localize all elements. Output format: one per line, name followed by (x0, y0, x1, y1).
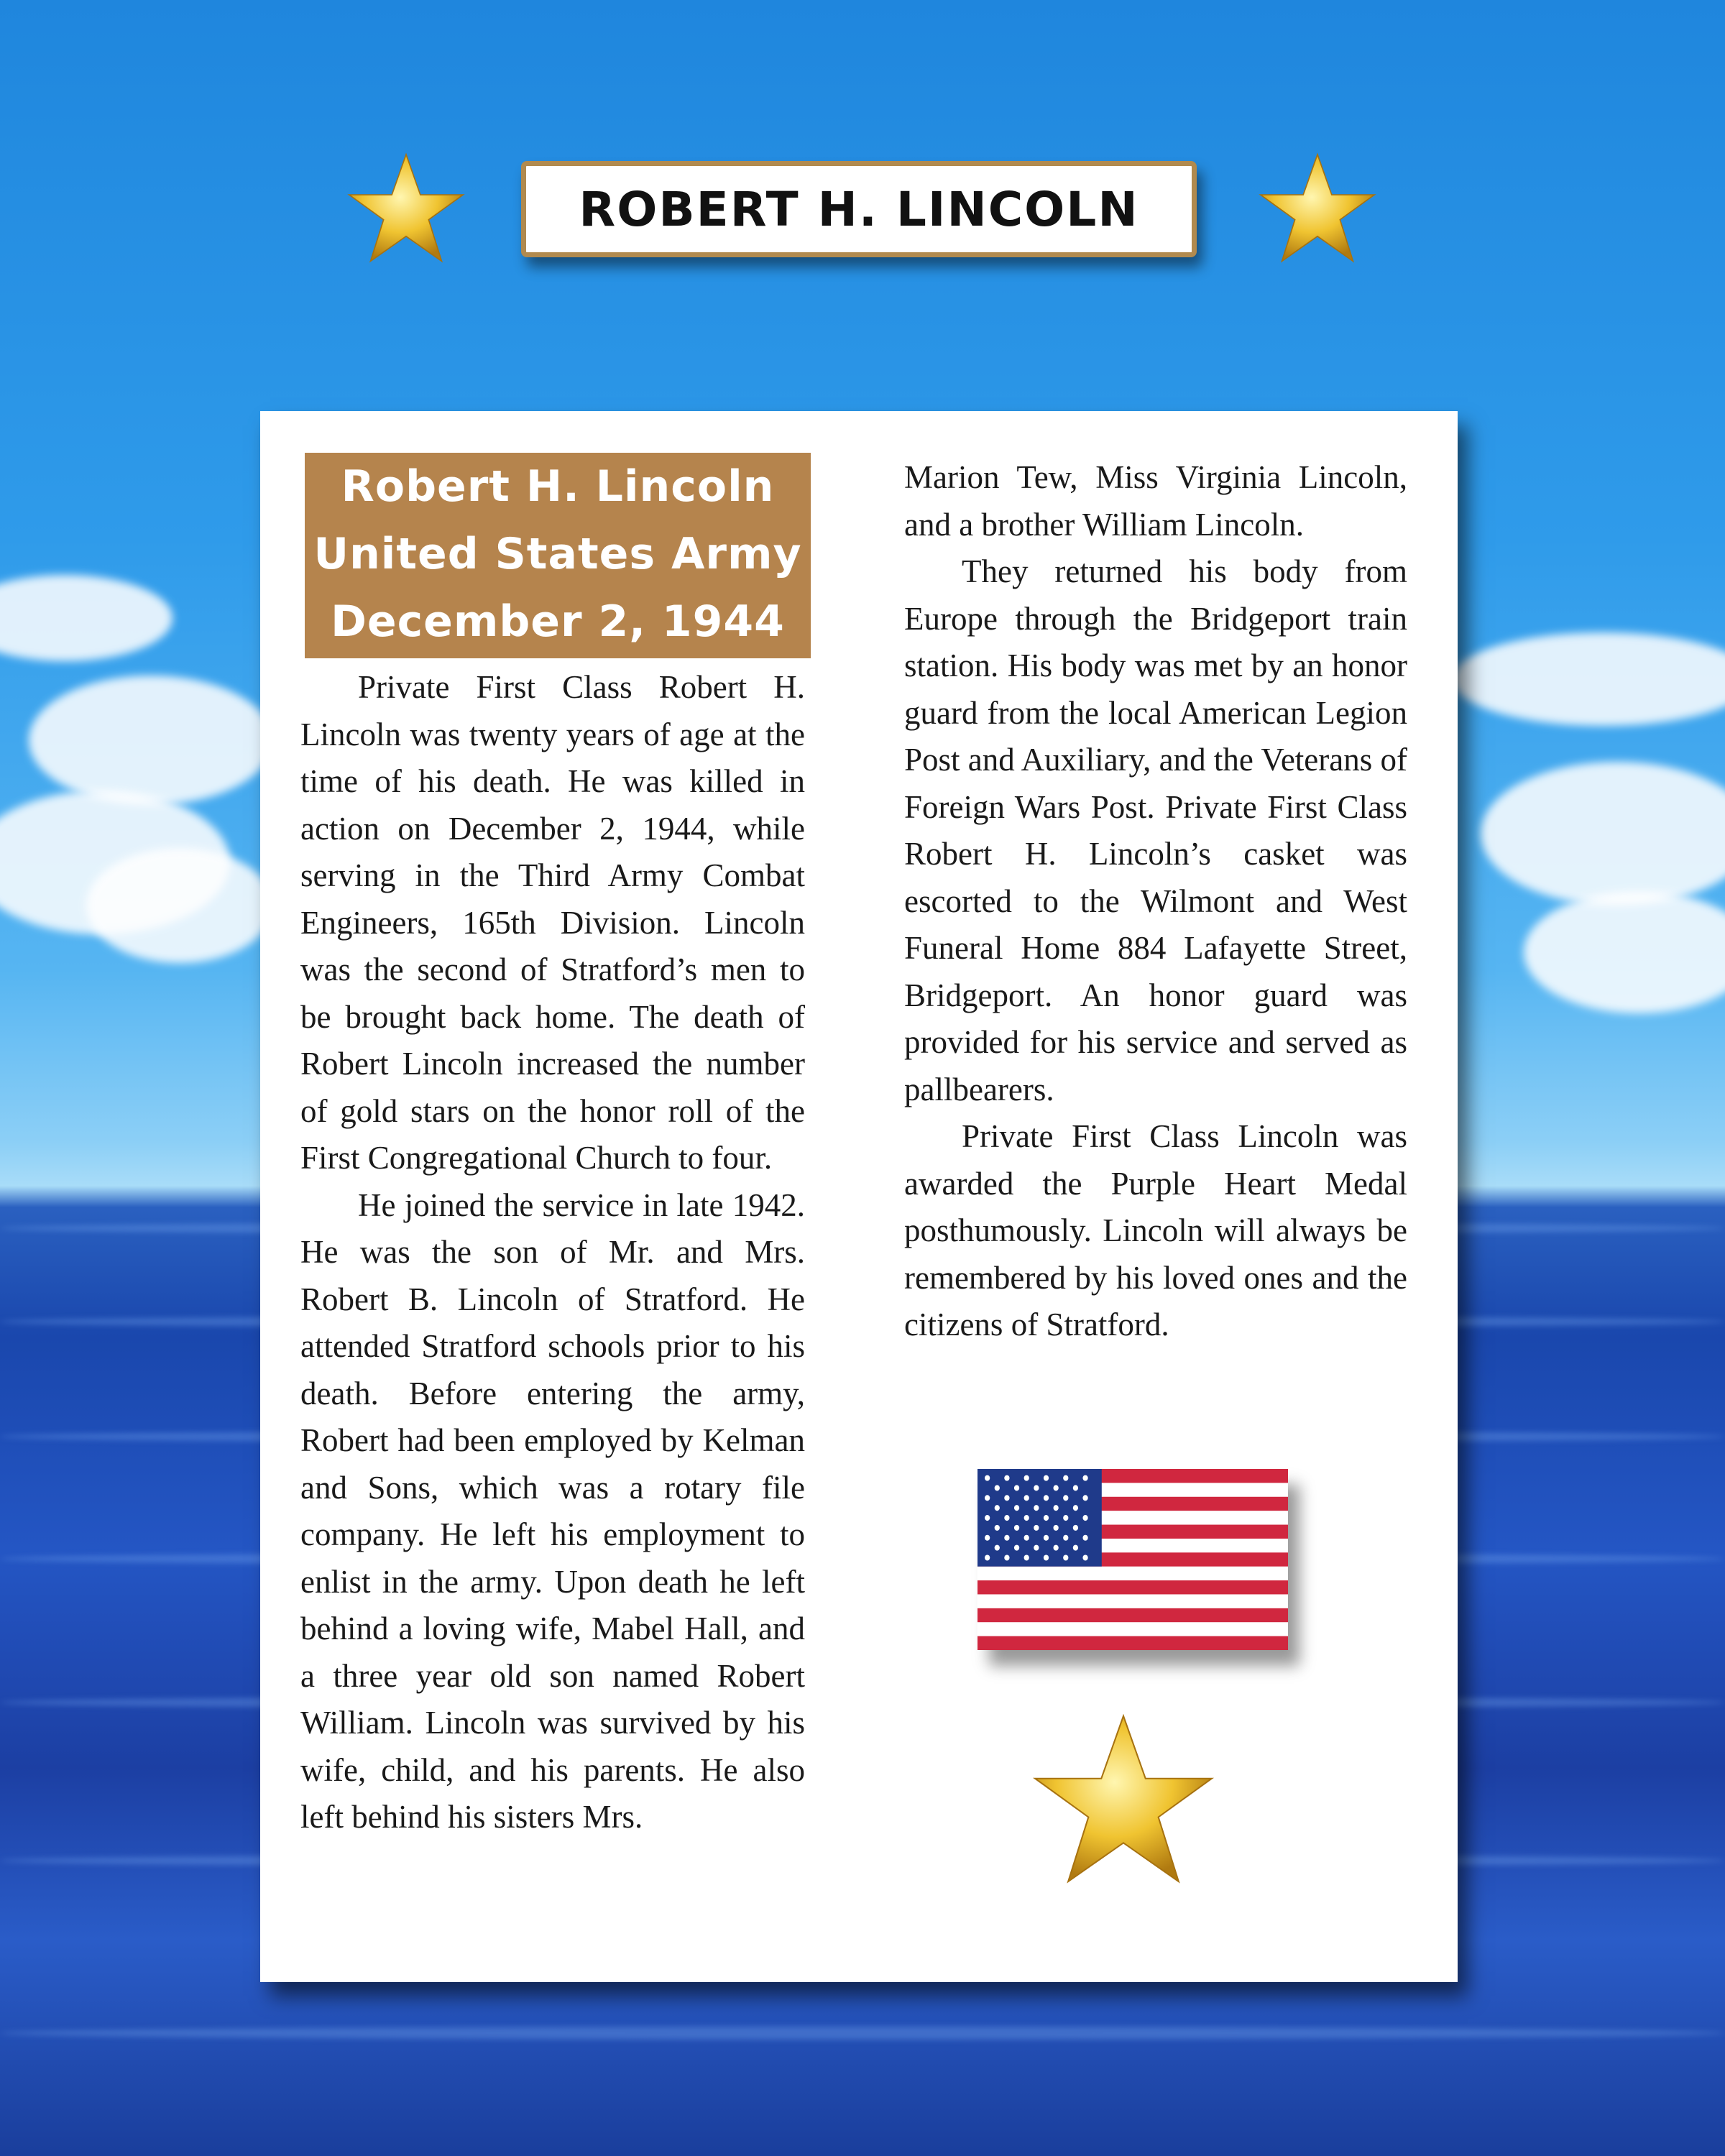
header-banner (521, 161, 1197, 257)
paragraph: Private First Class Robert H. Lincoln was twenty years of age at the time of his death. He was killed in action on December 2, 1944, while serving in the Third Army Combat Engineers, 165th Division. Lincoln was the second of Stratford’s men to be brought back home. The death of Robert Lincoln increased the number of gold stars on the honor roll of the First Congregational Church to four. (300, 669, 805, 1176)
gold-star-icon (1028, 1710, 1219, 1894)
gold-star-icon (1256, 151, 1379, 270)
paragraph: He joined the service in late 1942. He was the son of Mr. and Mrs. Robert B. Lincoln of Stratford. He attended Stratford schools prior to his death. Before entering the army, Robert had been employed by Kelman and Sons, which was a rotary file company. He left his employment to enlist in the army. Upon death he left behind a loving wife, Mabel Hall, and a three year old son named Robert William. Lincoln was survived by his wife, child, and his parents. He also left behind his sisters Mrs. (300, 1187, 805, 1835)
cloud (86, 848, 273, 963)
title-box (305, 453, 811, 658)
paragraph: They returned his body from Europe through the Bridgeport train station. His body was met by an honor guard from the local American Legion Post and Auxiliary, and the Veterans of Foreign Wars Post. Private First Class Robert H. Lincoln’s casket was escorted to the Wilmont and West Funeral Home 884 Lafayette Street, Bridgeport. An honor guard was provided for his service and served as pallbearers. (904, 553, 1407, 1107)
title-branch: United States Army (313, 529, 802, 579)
title-name: Robert H. Lincoln (341, 461, 775, 512)
article-card (260, 411, 1458, 1982)
cloud (29, 676, 273, 805)
article-right-column (904, 454, 1407, 1349)
title-date: December 2, 1944 (331, 596, 785, 647)
page-title: ROBERT H. LINCOLN (579, 181, 1139, 237)
paragraph: Private First Class Lincoln was awarded the Purple Heart Medal posthumously. Lincoln will always be remembered by his loved ones and the citizens of Stratford. (904, 1118, 1407, 1342)
wave (0, 2027, 1725, 2040)
gold-star-icon (345, 151, 467, 270)
paragraph: Marion Tew, Miss Virginia Lincoln, and a brother William Lincoln. (904, 459, 1407, 543)
us-flag-icon (978, 1469, 1288, 1650)
article-left-column (300, 664, 805, 1841)
